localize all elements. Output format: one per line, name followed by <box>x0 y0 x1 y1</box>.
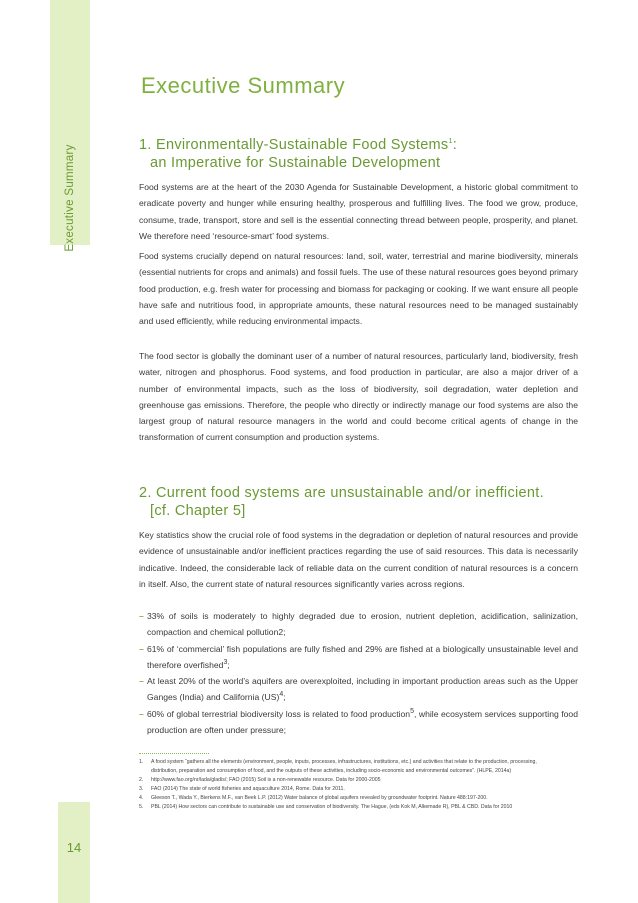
bullet-footnote-ref: 3 <box>223 659 228 667</box>
footnote-text: Gleeson T., Wada Y., Bierkens M.F., van Beek L.P. (2012) Water balance of global aquifers revealed by groundwater footprint. Nature 488:197-200. <box>151 795 488 801</box>
bullet-text: At least 20% of the world’s aquifers are overexploited, including in important production areas such as the Upper Ganges (India) and California (US) <box>147 676 578 703</box>
section-1-heading-line2: an Imperative for Sustainable Development <box>150 155 441 171</box>
footnote-number: 5. <box>139 804 144 810</box>
footnote-divider <box>139 753 209 754</box>
footnote-text: PBL (2014) How sectors can contribute to sustainable use and conservation of biodiversity. The Hague, (eds Kok M, Alkemade R), PBL & CBD. Data for 2010 <box>151 804 513 810</box>
section-1-heading-colon: : <box>452 137 458 153</box>
section-2-heading-line1: 2. Current food systems are unsustainable and/or inefficient. <box>139 485 544 501</box>
bullet-tail: ; <box>227 659 230 670</box>
section-2-intro-paragraph: Key statistics show the crucial role of food systems in the degradation or depletion of natural resources and provide evidence of unsustainable and/or inefficient practices regarding the use of said resources. This data is necessarily indicative. Indeed, the considerable lack of reliable data on the current condition of natural resources is a concern in itself. Also, the current state of natural resources significantly varies across regions. <box>139 530 578 589</box>
footnote-number: 4. <box>139 795 144 801</box>
footnote-text: FAO (2014) The state of world fisheries and aquaculture 2014, Rome. Data for 2011. <box>151 786 345 792</box>
footnote-link[interactable]: http://www.fao.org/nr/lada/gladis/; FAO (2015) Soil is a non-renewable resource. Data for 2000-2005 <box>151 777 381 783</box>
sidebar-section-label: Executive Summary <box>64 144 76 252</box>
footnote-text: A food system “gathers all the elements (environment, people, inputs, processes, infrastructures, institutions, etc.) and activities that relate to the production, processing, <box>151 759 537 765</box>
footnote-number: 1. <box>139 759 144 765</box>
section-2-bullet-list <box>139 608 578 738</box>
bullet-footnote-ref: 4 <box>279 691 284 699</box>
bullet-text: 60% of global terrestrial biodiversity loss is related to food production <box>147 708 411 719</box>
section-2-heading <box>139 484 544 520</box>
footnotes <box>139 758 579 812</box>
bullet-dash: – <box>139 708 144 719</box>
section-1-paragraph-3: The food sector is globally the dominant user of a number of natural resources, particularly land, biodiversity, fresh water, nitrogen and phosphorus. Food systems, and food production in particular, are also a major driver of a number of environmental impacts, such as the loss of biodiversity, soil degradation, water depletion and greenhouse gas emissions. Therefore, the people who directly or indirectly manage our food systems are also the largest group of natural resource managers in the world and could become critical agents of change in the transformation of current consumption and production systems. <box>139 351 578 443</box>
bullet-item <box>139 641 578 674</box>
section-1-paragraph-2: Food systems crucially depend on natural resources: land, soil, water, terrestrial and marine biodiversity, minerals (essential nutrients for crops and animals) and fossil fuels. The use of these natural resources goes beyond primary food production, e.g. fresh water for processing and biomass for packaging or cooking. If we want ensure all people have safe and nutritious food, in appropriate amounts, these natural resources need to be managed sustainably and used efficiently, while reducing environmental impacts. <box>139 251 578 327</box>
bullet-item <box>139 673 578 706</box>
bullet-tail: , while ecosystem services supporting food production are often under pressure; <box>147 708 578 736</box>
page-title: Executive Summary <box>141 73 346 98</box>
bullet-text: 33% of soils is moderately to highly degraded due to erosion, nutrient depletion, acidification, salinization, compaction and chemical pollution2; <box>147 611 578 638</box>
bullet-dash: – <box>139 676 144 687</box>
bullet-item <box>139 706 578 739</box>
footnote-text: distribution, preparation and consumption of food, and the outputs of these activities, including socio-economic and environmental outcomes”. (HLPE, 2014a) <box>151 768 512 774</box>
section-1-heading <box>139 136 457 172</box>
footnote-number: 2. <box>139 777 144 783</box>
page-number: 14 <box>66 840 82 855</box>
footnote-line <box>139 776 579 785</box>
bullet-dash: – <box>139 611 144 621</box>
footnote-line <box>139 785 579 794</box>
section-1-paragraph-1: Food systems are at the heart of the 2030 Agenda for Sustainable Development, a historic global commitment to eradicate poverty and hunger while ensuring healthy, prosperous and fulfilling lives. The food we grow, produce, consume, trade, transport, store and sell is the essential connecting thread between people, prosperity, and planet. We therefore need ‘resource-smart’ food systems. <box>139 182 578 241</box>
section-1-heading-line1: 1. Environmentally-Sustainable Food Systems <box>139 137 449 153</box>
footnote-number: 3. <box>139 786 144 792</box>
bullet-text: 61% of ‘commercial’ fish populations are fully fished and 29% are fished at a biologically unsustainable level and therefore overfished <box>147 643 578 670</box>
footnote-line <box>139 758 579 767</box>
bullet-tail: ; <box>283 692 286 703</box>
footnote-line <box>139 767 579 776</box>
bullet-dash: – <box>139 643 144 654</box>
bullet-item <box>139 608 578 641</box>
footnote-line <box>139 803 579 812</box>
footnote-line <box>139 794 579 803</box>
bullet-footnote-ref: 5 <box>410 707 414 715</box>
section-1-heading-footnote-ref: 1 <box>448 138 453 146</box>
section-2-heading-line2: [cf. Chapter 5] <box>150 503 246 519</box>
